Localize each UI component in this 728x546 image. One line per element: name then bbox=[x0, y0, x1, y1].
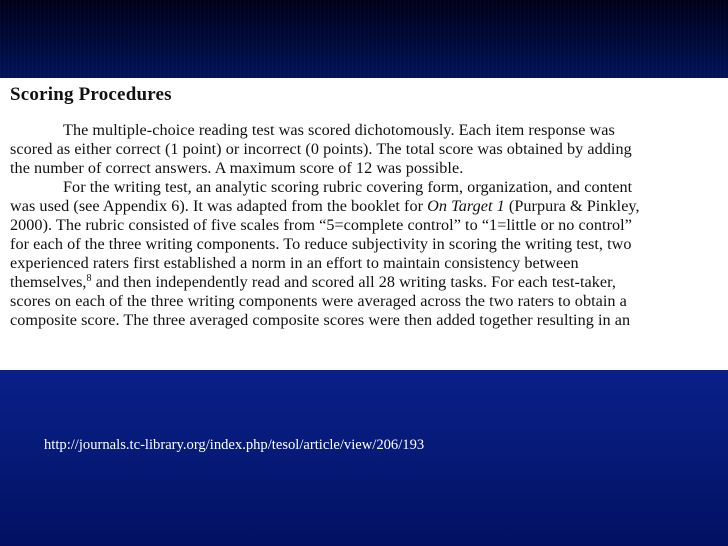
footnote-marker: 8 bbox=[86, 273, 92, 284]
book-title: On Target 1 bbox=[427, 197, 505, 215]
bottom-banner bbox=[0, 370, 728, 546]
document-excerpt bbox=[0, 78, 728, 370]
paragraph-line: the number of correct answers. A maximum score of 12 was possible. bbox=[10, 159, 464, 177]
top-banner bbox=[0, 0, 728, 78]
paragraph-line: 2000). The rubric consisted of five scales from “5=complete control” to “1=little or no control” bbox=[10, 216, 632, 234]
paragraph-line: The multiple-choice reading test was scored dichotomously. Each item response was bbox=[63, 121, 615, 139]
paragraph-line: scored as either correct (1 point) or incorrect (0 points). The total score was obtained by adding bbox=[10, 140, 632, 158]
paragraph-line: for each of the three writing components. To reduce subjectivity in scoring the writing test, two bbox=[10, 235, 632, 253]
paragraph-line: composite score. The three averaged composite scores were then added together resulting in an bbox=[10, 311, 631, 329]
paragraph-line: scores on each of the three writing components were averaged across the two raters to obtain a bbox=[10, 292, 627, 310]
paragraph-line: For the writing test, an analytic scoring rubric covering form, organization, and content bbox=[63, 178, 633, 196]
source-url: http://journals.tc-library.org/index.php/tesol/article/view/206/193 bbox=[44, 437, 425, 453]
paragraph-line: experienced raters first established a norm in an effort to maintain consistency between bbox=[10, 254, 579, 272]
paragraph-line: was used (see Appendix 6). It was adapted from the booklet for On Target 1 (Purpura & Pinkley, bbox=[10, 197, 640, 215]
section-heading: Scoring Procedures bbox=[10, 84, 172, 105]
paragraph-line: themselves,$^8$ and then independently read and scored all 28 writing tasks. For each test-taker, bbox=[10, 273, 617, 291]
